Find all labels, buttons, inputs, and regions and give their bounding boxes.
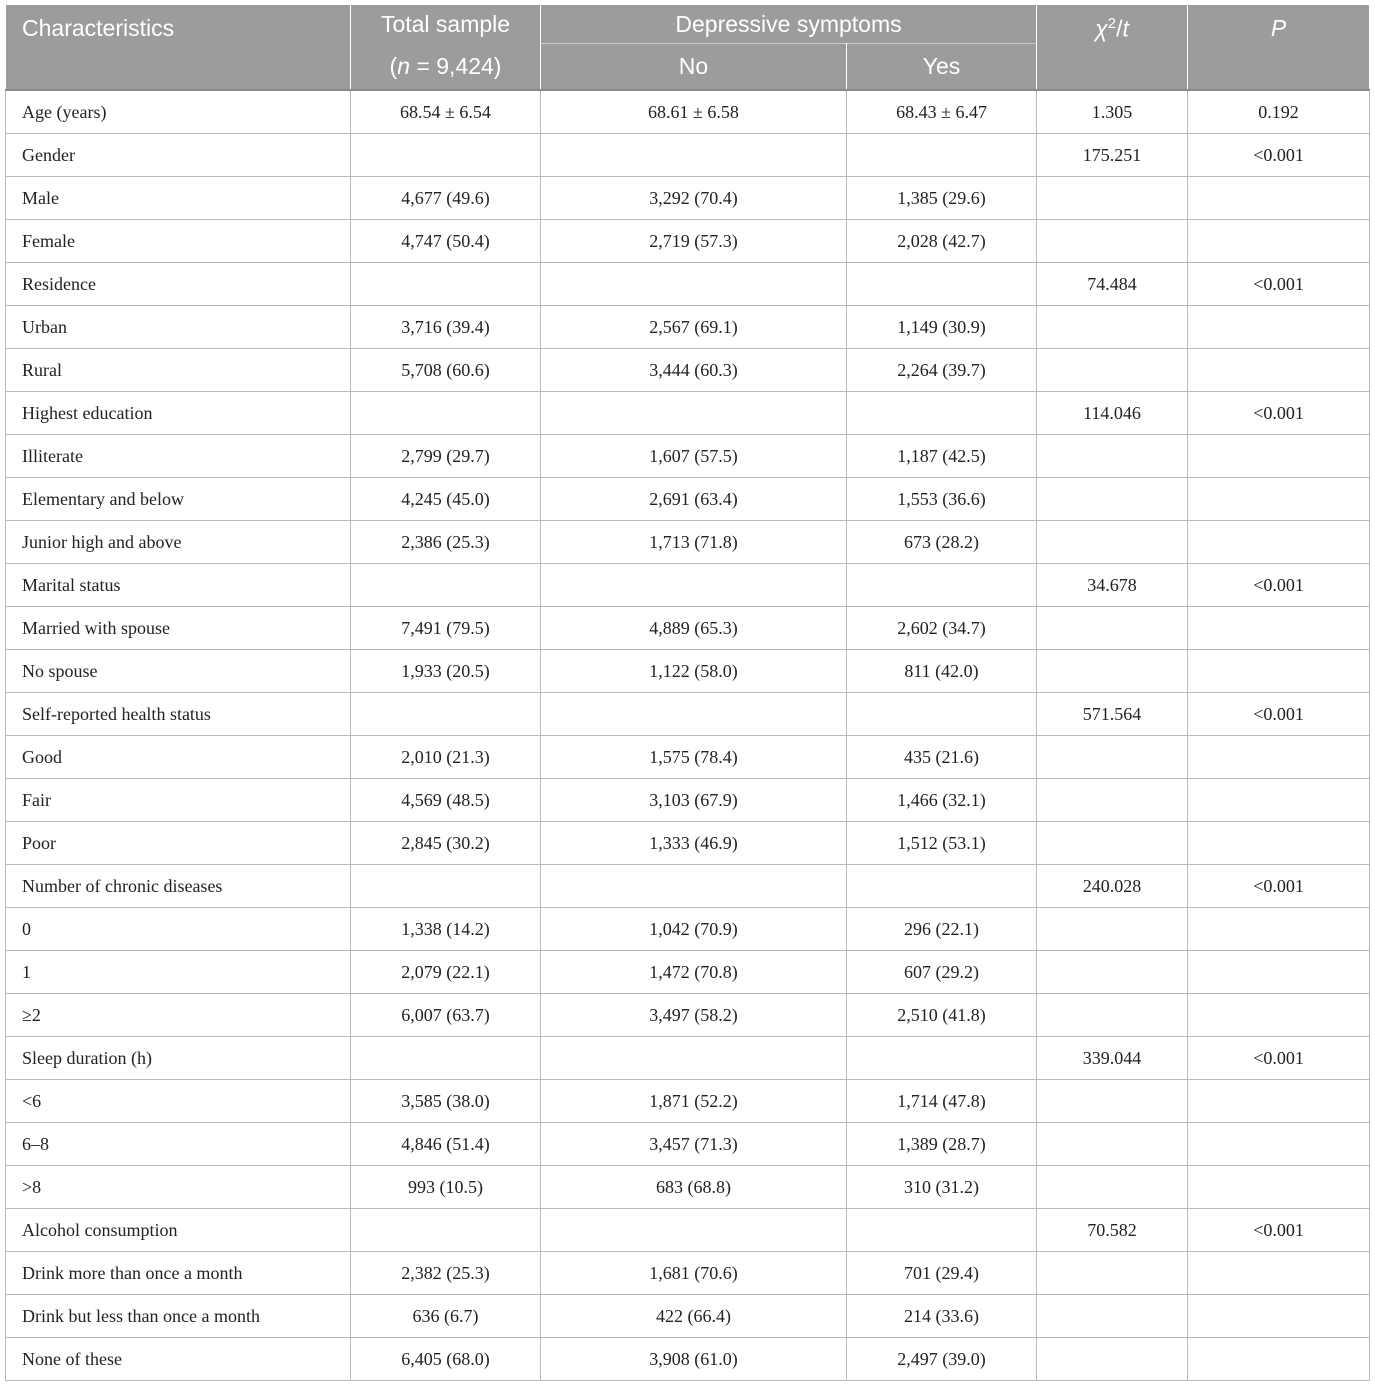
table-row — [6, 994, 1370, 1037]
table-row — [6, 349, 1370, 392]
cell-yes — [847, 392, 1037, 435]
header-statistic — [1037, 5, 1188, 90]
cell-p: <0.001 — [1188, 564, 1370, 607]
cell-total: 68.54 ± 6.54 — [351, 90, 541, 134]
cell-statistic — [1037, 736, 1188, 779]
cell-characteristic: Married with spouse — [6, 607, 351, 650]
table-header — [6, 5, 1370, 90]
header-characteristics: Characteristics — [6, 5, 351, 90]
cell-no: 2,719 (57.3) — [541, 220, 847, 263]
cell-characteristic: Elementary and below — [6, 478, 351, 521]
cell-p — [1188, 779, 1370, 822]
table-row — [6, 1037, 1370, 1080]
cell-total: 2,845 (30.2) — [351, 822, 541, 865]
cell-characteristic: Female — [6, 220, 351, 263]
cell-total: 6,405 (68.0) — [351, 1338, 541, 1381]
cell-total: 2,386 (25.3) — [351, 521, 541, 564]
cell-characteristic: Drink but less than once a month — [6, 1295, 351, 1338]
table-row — [6, 134, 1370, 177]
cell-characteristic: Drink more than once a month — [6, 1252, 351, 1295]
cell-statistic: 114.046 — [1037, 392, 1188, 435]
cell-p — [1188, 521, 1370, 564]
cell-p: <0.001 — [1188, 263, 1370, 306]
cell-total: 4,245 (45.0) — [351, 478, 541, 521]
cell-total — [351, 1209, 541, 1252]
table-body — [6, 90, 1370, 1381]
header-no: No — [541, 44, 847, 91]
header-stat-chi: χ — [1095, 15, 1108, 42]
cell-yes: 1,385 (29.6) — [847, 177, 1037, 220]
cell-statistic — [1037, 478, 1188, 521]
cell-total — [351, 134, 541, 177]
table-row — [6, 822, 1370, 865]
cell-no: 422 (66.4) — [541, 1295, 847, 1338]
cell-no — [541, 263, 847, 306]
cell-no: 3,292 (70.4) — [541, 177, 847, 220]
cell-p — [1188, 607, 1370, 650]
cell-yes — [847, 1037, 1037, 1080]
cell-no — [541, 693, 847, 736]
cell-p — [1188, 1123, 1370, 1166]
cell-statistic — [1037, 951, 1188, 994]
header-stat-t: t — [1122, 15, 1129, 42]
header-yes: Yes — [847, 44, 1037, 91]
table-row — [6, 736, 1370, 779]
cell-yes: 435 (21.6) — [847, 736, 1037, 779]
header-stat-sup: 2 — [1107, 15, 1117, 32]
table-row — [6, 478, 1370, 521]
cell-characteristic: Junior high and above — [6, 521, 351, 564]
cell-statistic: 240.028 — [1037, 865, 1188, 908]
cell-characteristic: Urban — [6, 306, 351, 349]
cell-yes — [847, 134, 1037, 177]
cell-p — [1188, 478, 1370, 521]
cell-statistic: 70.582 — [1037, 1209, 1188, 1252]
cell-no: 3,103 (67.9) — [541, 779, 847, 822]
cell-p: <0.001 — [1188, 392, 1370, 435]
table-row — [6, 90, 1370, 134]
cell-yes: 1,714 (47.8) — [847, 1080, 1037, 1123]
cell-yes: 214 (33.6) — [847, 1295, 1037, 1338]
table-row — [6, 306, 1370, 349]
table-row — [6, 779, 1370, 822]
cell-no: 1,871 (52.2) — [541, 1080, 847, 1123]
cell-characteristic: Rural — [6, 349, 351, 392]
cell-total: 3,585 (38.0) — [351, 1080, 541, 1123]
cell-characteristic: None of these — [6, 1338, 351, 1381]
cell-characteristic: Male — [6, 177, 351, 220]
cell-total — [351, 865, 541, 908]
cell-characteristic: Sleep duration (h) — [6, 1037, 351, 1080]
cell-characteristic: Number of chronic diseases — [6, 865, 351, 908]
cell-total: 4,677 (49.6) — [351, 177, 541, 220]
table-row — [6, 1252, 1370, 1295]
cell-yes: 2,602 (34.7) — [847, 607, 1037, 650]
table-row — [6, 263, 1370, 306]
header-stat-slash: / — [1116, 15, 1123, 42]
cell-statistic — [1037, 220, 1188, 263]
header-row-top — [6, 5, 1370, 44]
cell-statistic — [1037, 177, 1188, 220]
table-row — [6, 435, 1370, 478]
cell-yes — [847, 865, 1037, 908]
cell-yes: 1,512 (53.1) — [847, 822, 1037, 865]
cell-p — [1188, 1166, 1370, 1209]
cell-no: 1,472 (70.8) — [541, 951, 847, 994]
cell-statistic: 1.305 — [1037, 90, 1188, 134]
cell-yes: 2,264 (39.7) — [847, 349, 1037, 392]
cell-p — [1188, 349, 1370, 392]
cell-p — [1188, 1252, 1370, 1295]
cell-no: 3,457 (71.3) — [541, 1123, 847, 1166]
cell-yes: 1,149 (30.9) — [847, 306, 1037, 349]
cell-p — [1188, 951, 1370, 994]
cell-characteristic: ≥2 — [6, 994, 351, 1037]
header-total-n — [351, 44, 541, 91]
cell-characteristic: 1 — [6, 951, 351, 994]
cell-yes — [847, 263, 1037, 306]
cell-characteristic: Gender — [6, 134, 351, 177]
cell-total — [351, 693, 541, 736]
cell-statistic — [1037, 1166, 1188, 1209]
cell-p — [1188, 306, 1370, 349]
cell-total — [351, 392, 541, 435]
cell-total — [351, 263, 541, 306]
header-total-n-var: n — [397, 52, 411, 79]
table-row — [6, 1338, 1370, 1381]
cell-statistic: 571.564 — [1037, 693, 1188, 736]
cell-no: 1,607 (57.5) — [541, 435, 847, 478]
header-total-n-rest: = 9,424) — [410, 52, 502, 79]
cell-total: 4,569 (48.5) — [351, 779, 541, 822]
cell-yes: 296 (22.1) — [847, 908, 1037, 951]
cell-no: 3,444 (60.3) — [541, 349, 847, 392]
cell-total: 2,799 (29.7) — [351, 435, 541, 478]
cell-characteristic: No spouse — [6, 650, 351, 693]
table-row — [6, 650, 1370, 693]
table-row — [6, 908, 1370, 951]
cell-statistic — [1037, 1338, 1188, 1381]
cell-no — [541, 865, 847, 908]
cell-total: 636 (6.7) — [351, 1295, 541, 1338]
cell-no: 1,122 (58.0) — [541, 650, 847, 693]
cell-characteristic: Age (years) — [6, 90, 351, 134]
cell-yes: 310 (31.2) — [847, 1166, 1037, 1209]
cell-p: 0.192 — [1188, 90, 1370, 134]
cell-p — [1188, 177, 1370, 220]
table-row — [6, 1080, 1370, 1123]
cell-p — [1188, 822, 1370, 865]
cell-total: 4,747 (50.4) — [351, 220, 541, 263]
data-table-container — [5, 5, 1369, 1381]
cell-no: 2,691 (63.4) — [541, 478, 847, 521]
cell-total: 3,716 (39.4) — [351, 306, 541, 349]
cell-statistic — [1037, 822, 1188, 865]
cell-statistic: 175.251 — [1037, 134, 1188, 177]
cell-statistic — [1037, 1295, 1188, 1338]
cell-statistic — [1037, 607, 1188, 650]
table-row — [6, 521, 1370, 564]
cell-p — [1188, 435, 1370, 478]
header-total-n-prefix: ( — [389, 52, 398, 79]
cell-no: 3,497 (58.2) — [541, 994, 847, 1037]
cell-total: 6,007 (63.7) — [351, 994, 541, 1037]
cell-total: 1,338 (14.2) — [351, 908, 541, 951]
cell-statistic — [1037, 779, 1188, 822]
cell-p: <0.001 — [1188, 1037, 1370, 1080]
cell-statistic — [1037, 349, 1188, 392]
cell-yes: 1,389 (28.7) — [847, 1123, 1037, 1166]
cell-no — [541, 134, 847, 177]
cell-total: 2,079 (22.1) — [351, 951, 541, 994]
cell-statistic — [1037, 1123, 1188, 1166]
cell-no: 1,042 (70.9) — [541, 908, 847, 951]
cell-total — [351, 1037, 541, 1080]
cell-yes — [847, 564, 1037, 607]
cell-characteristic: Poor — [6, 822, 351, 865]
table-row — [6, 1209, 1370, 1252]
cell-p — [1188, 1338, 1370, 1381]
cell-no — [541, 564, 847, 607]
cell-no: 4,889 (65.3) — [541, 607, 847, 650]
cell-no: 1,333 (46.9) — [541, 822, 847, 865]
table-row — [6, 865, 1370, 908]
characteristics-table — [5, 5, 1370, 1381]
cell-statistic — [1037, 908, 1188, 951]
cell-characteristic: Residence — [6, 263, 351, 306]
table-row — [6, 607, 1370, 650]
cell-total: 2,382 (25.3) — [351, 1252, 541, 1295]
cell-no: 2,567 (69.1) — [541, 306, 847, 349]
cell-statistic — [1037, 994, 1188, 1037]
table-row — [6, 693, 1370, 736]
header-total-sample: Total sample — [351, 5, 541, 44]
cell-no: 1,575 (78.4) — [541, 736, 847, 779]
cell-yes: 2,028 (42.7) — [847, 220, 1037, 263]
cell-p: <0.001 — [1188, 134, 1370, 177]
cell-p: <0.001 — [1188, 865, 1370, 908]
cell-statistic — [1037, 306, 1188, 349]
cell-statistic: 74.484 — [1037, 263, 1188, 306]
cell-no: 683 (68.8) — [541, 1166, 847, 1209]
cell-total: 7,491 (79.5) — [351, 607, 541, 650]
table-row — [6, 951, 1370, 994]
cell-characteristic: 0 — [6, 908, 351, 951]
cell-characteristic: Self-reported health status — [6, 693, 351, 736]
cell-no — [541, 1037, 847, 1080]
table-row — [6, 1295, 1370, 1338]
table-row — [6, 564, 1370, 607]
cell-statistic — [1037, 1252, 1188, 1295]
cell-statistic — [1037, 650, 1188, 693]
cell-statistic — [1037, 521, 1188, 564]
cell-statistic — [1037, 435, 1188, 478]
table-row — [6, 220, 1370, 263]
cell-yes: 1,553 (36.6) — [847, 478, 1037, 521]
table-row — [6, 392, 1370, 435]
cell-yes: 673 (28.2) — [847, 521, 1037, 564]
cell-yes: 2,510 (41.8) — [847, 994, 1037, 1037]
cell-characteristic: >8 — [6, 1166, 351, 1209]
cell-p — [1188, 908, 1370, 951]
cell-characteristic: Alcohol consumption — [6, 1209, 351, 1252]
header-depressive-symptoms: Depressive symptoms — [541, 5, 1037, 44]
cell-yes: 701 (29.4) — [847, 1252, 1037, 1295]
cell-characteristic: Marital status — [6, 564, 351, 607]
cell-characteristic: Illiterate — [6, 435, 351, 478]
cell-yes — [847, 1209, 1037, 1252]
cell-total: 993 (10.5) — [351, 1166, 541, 1209]
cell-total: 2,010 (21.3) — [351, 736, 541, 779]
cell-characteristic: 6–8 — [6, 1123, 351, 1166]
cell-no: 3,908 (61.0) — [541, 1338, 847, 1381]
cell-characteristic: <6 — [6, 1080, 351, 1123]
cell-no — [541, 1209, 847, 1252]
cell-statistic — [1037, 1080, 1188, 1123]
cell-p — [1188, 220, 1370, 263]
cell-yes — [847, 693, 1037, 736]
cell-statistic: 339.044 — [1037, 1037, 1188, 1080]
cell-yes: 811 (42.0) — [847, 650, 1037, 693]
table-row — [6, 177, 1370, 220]
table-row — [6, 1166, 1370, 1209]
cell-statistic: 34.678 — [1037, 564, 1188, 607]
cell-yes: 68.43 ± 6.47 — [847, 90, 1037, 134]
cell-p — [1188, 736, 1370, 779]
table-row — [6, 1123, 1370, 1166]
cell-p — [1188, 1080, 1370, 1123]
cell-p — [1188, 1295, 1370, 1338]
cell-no: 1,681 (70.6) — [541, 1252, 847, 1295]
cell-characteristic: Good — [6, 736, 351, 779]
header-p: P — [1188, 5, 1370, 90]
cell-total: 4,846 (51.4) — [351, 1123, 541, 1166]
cell-yes: 1,466 (32.1) — [847, 779, 1037, 822]
cell-no — [541, 392, 847, 435]
cell-total — [351, 564, 541, 607]
cell-characteristic: Fair — [6, 779, 351, 822]
cell-no: 68.61 ± 6.58 — [541, 90, 847, 134]
cell-p — [1188, 650, 1370, 693]
cell-yes: 607 (29.2) — [847, 951, 1037, 994]
cell-characteristic: Highest education — [6, 392, 351, 435]
cell-p: <0.001 — [1188, 1209, 1370, 1252]
cell-total: 1,933 (20.5) — [351, 650, 541, 693]
cell-yes: 2,497 (39.0) — [847, 1338, 1037, 1381]
cell-p — [1188, 994, 1370, 1037]
cell-total: 5,708 (60.6) — [351, 349, 541, 392]
cell-no: 1,713 (71.8) — [541, 521, 847, 564]
cell-p: <0.001 — [1188, 693, 1370, 736]
cell-yes: 1,187 (42.5) — [847, 435, 1037, 478]
